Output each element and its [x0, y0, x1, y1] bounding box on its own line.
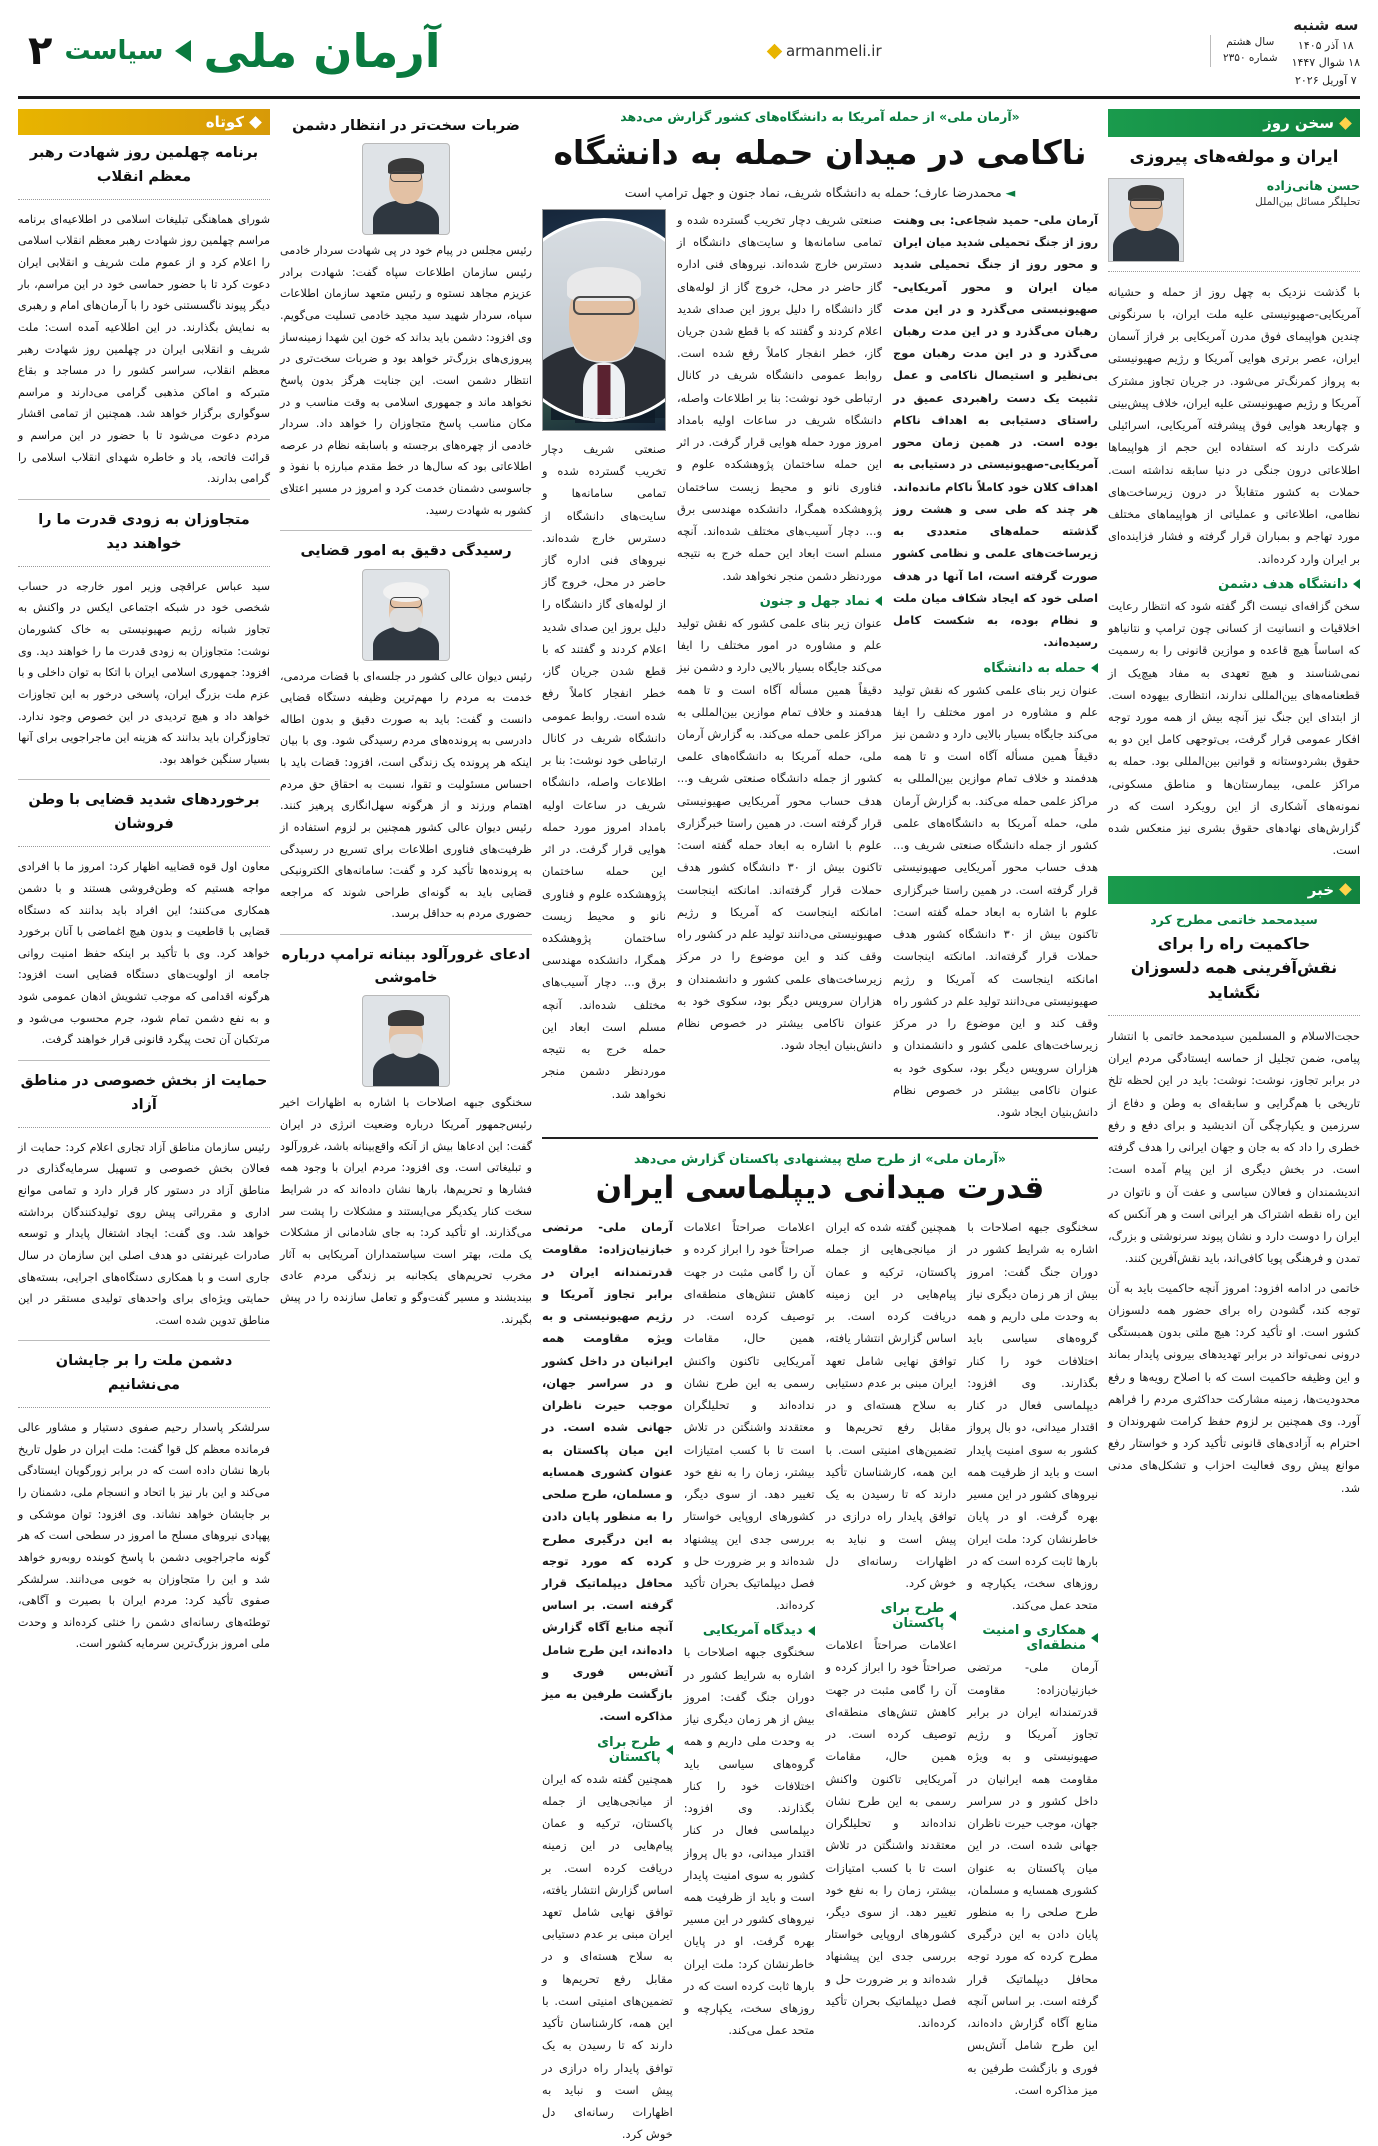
center-column — [542, 109, 1098, 2142]
bottom-kicker: «آرمان ملی» از طرح صلح پیشنهادی پاکستان گزارش می‌دهد — [633, 1151, 1006, 1167]
center-sub-col-photo — [542, 209, 666, 1105]
subheading-label: حمله به دانشگاه — [983, 660, 1086, 676]
section-label: کوتاه — [205, 113, 244, 131]
center-sub-col-mid — [677, 209, 882, 1057]
bottom-col-1 — [542, 1216, 673, 2145]
opinion-column — [1108, 109, 1360, 1959]
triangle-icon — [666, 1745, 673, 1755]
bottom-col-2-text-2: سخنگوی جبهه اصلاحات با اشاره به شرایط کشور در دوران جنگ گفت: امروز بیش از هر زمان دیگری نیاز به وحدت ملی داریم و همه گروه‌های سیاسی باید اختلافات خود را کنار بگذارند. وی افزود: دیپلماسی فعال در کنار اقتدار میدانی، دو بال پرواز کشور به سوی امنیت پایدار است و باید از ظرفیت همه نیروهای کشور در این مسیر بهره گرفت. او در پایان خاطرنشان کرد: ملت ایران بارها ثابت کرده است که در روزهای سخت، یکپارچه و متحد عمل می‌کند. — [683, 1645, 815, 2038]
short-title: دشمن ملت را بر جایشان می‌نشانیم — [55, 1353, 233, 1394]
main-lede: آرمان ملی- حمید شجاعی: بی وهنت روز از جنگ تحمیلی شدید میان ایران و محور روز از جنگ تحمیلی شدید میان ایران و محور آمریکایی-صهیونیستی می‌گذرد و در این مدت رهبان می‌گذرد و در این مدت رهبان می‌گذرد و در این مدت رهبان موج بی‌نظیر و استیصال ناکامی و عمل تثبیت یک دست راهبردی عمیق در راستای دستیابی به اهداف ناکام بوده است. در همین زمان محور آمریکایی-صهیونیستی در دستیابی به اهداف کلان خود کاملاً ناکام مانده‌اند. هر چند که طی سی و هشت روز گذشته حمله‌های متعددی به زیرساخت‌های علمی و نظامی کشور صورت گرفته است، اما آنها در هدف اصلی خود که ایجاد شکاف میان ملت و نظام بوده، به شکست کامل رسیده‌اند. — [893, 212, 1098, 650]
divider — [542, 1137, 1098, 1139]
news-byline: سیدمحمد خاتمی مطرح کرد — [1150, 911, 1318, 927]
mini-body: سخنگوی جبهه اصلاحات با اشاره به اظهارات اخیر رئیس‌جمهور آمریکا درباره وضعیت انرژی در ایران گفت: این ادعاها بیش از آنکه واقع‌بینانه باشد، غرورآلود و تبلیغاتی است. وی افزود: مردم ایران با وجود همه فشارها و تحریم‌ها، بارها نشان داده‌اند که در شرایط سخت کنار یکدیگر می‌ایستند و مشکلات را پشت سر می‌گذارند. او تأکید کرد: به جای شادمانی از مشکلات یک ملت، بهتر است سیاستمداران آمریکایی به آثار مخرب تحریم‌های یکجانبه بر زندگی مردم عادی بیندیشند و مسیر گفت‌وگو و تعامل سازنده را در پیش بگیرند. — [280, 1096, 532, 1326]
diamond-icon — [1339, 117, 1352, 130]
short-item-3 — [18, 1070, 270, 1331]
divider — [1108, 1015, 1360, 1016]
main-headline: ناکامی در میدان حمله به دانشگاه — [553, 133, 1087, 172]
news-title: حاکمیت راه را برای نقش‌آفرینی همه دلسوزان نگشاید — [1130, 933, 1338, 1003]
main-photo — [542, 209, 666, 431]
page-grid — [18, 109, 1360, 2142]
main-subhead — [542, 185, 1098, 200]
avatar — [362, 995, 450, 1087]
bottom-col-3 — [826, 1216, 957, 2034]
bottom-col-1-text-2: همچنین گفته شده که ایران از میانجی‌هایی از جمله پاکستان، ترکیه و عمان پیام‌هایی در این زمینه دریافت کرده است. بر اساس گزارش انتشار یافته، توافق نهایی شامل تعهد ایران مبنی بر عدم دستیابی به سلاح هسته‌ای و در مقابل رفع تحریم‌ها و تضمین‌های امنیتی است. با این همه، کارشناسان تأکید دارند که تا رسیدن به یک توافق پایدار راه درازی در پیش است و نباید به اظهارات رسانه‌ای دل خوش کرد. — [542, 1771, 673, 2142]
section-header-sokhan-rooz — [1108, 109, 1360, 137]
mini-title: ضربات سخت‌تر در انتظار دشمن — [292, 118, 520, 134]
masthead-left — [1210, 13, 1360, 90]
mini-title: ادعای غرورآلود بینانه ترامپ درباره خاموشی — [281, 947, 531, 987]
bullet-icon: ◄ — [1005, 184, 1016, 200]
section-header-kootah — [18, 109, 270, 135]
date-block — [1292, 13, 1360, 90]
arrow-left-icon — [175, 40, 191, 62]
issue-number: شماره ۲۳۵۰ — [1223, 52, 1278, 64]
triangle-icon — [1353, 579, 1360, 589]
subheading-tarh — [826, 1601, 957, 1631]
subheading-label: دیدگاه آمریکایی — [702, 1623, 803, 1639]
main-col-2-cont: عنوان زیر بنای علمی کشور که نقش تولید علم و مشاوره در امور مختلف را ایفا می‌کند جایگاه بسیار بالایی دارد و دشمن نیز دقیقاً همین مسأله آگاه است و تا همه هدفمند و خلاف تمام موازین بین‌المللی به مراکز علمی حمله می‌کند. به گزارش آرمان ملی، حمله آمریکا به دانشگاه‌های علمی کشور از جمله دانشگاه صنعتی شریف و... هدف حساب محور آمریکایی صهیونیستی قرار گرفته است. در همین راستا خبرگزاری علوم با اشاره به ابعاد حمله گفته است: تاکنون بیش از ۳۰ دانشگاه کشور هدف حملات قرار گرفته‌اند. امانکته اینجاست امانکته اینجاست که آمریکا و رژیم صهیونیستی می‌دانند تولید علم در کشور راه وقف کند و این موضوع را در مرکز زیرساخت‌های علمی کشور و دانشمندان و هزاران سرویس دیگر بود، سکوی خود به عنوان ناکامی بیشتر در خصوص نظام دانش‌بنیان ایجاد شود. — [677, 615, 882, 1053]
short-item-2 — [18, 789, 270, 1050]
divider — [18, 199, 270, 200]
divider — [18, 1127, 270, 1128]
logo-text: آرمان ملی — [203, 24, 441, 78]
site-url: armanmeli.ir — [785, 42, 882, 60]
mini-body: رئیس دیوان عالی کشور در جلسه‌ای با قضات مردمی، خدمت به مردم را مهم‌ترین وظیفه دستگاه قضایی دانست و گفت: باید به صورت دقیق و بدون اطاله دادرسی به پرونده‌های مردم رسیدگی شود. وی با بیان اینکه هر پرونده یک زندگی است، افزود: قضات باید با احساس مسئولیت و تقوا، نسبت به احقاق حق مردم اهتمام ورزند و از هرگونه سهل‌انگاری پرهیز کنند. رئیس دیوان عالی کشور همچنین بر لزوم استفاده از ظرفیت‌های فناوری اطلاعات برای تسریع در رسیدگی به پرونده‌ها تأکید کرد و گفت: سامانه‌های الکترونیکی قضایی باید به گونه‌ای طراحی شوند که مراجعه حضوری مردم به حداقل برسد. — [280, 669, 532, 921]
subheading-label: دانشگاه هدف دشمن — [1218, 576, 1348, 592]
date-hijri: ۱۸ شوال ۱۴۴۷ — [1291, 56, 1360, 70]
subheading-label: همکاری و امنیت منطقه‌ای — [982, 1623, 1086, 1654]
portrait-circle — [542, 218, 666, 422]
bottom-col-4 — [967, 1216, 1098, 2101]
triangle-icon — [875, 596, 882, 606]
divider — [18, 779, 270, 780]
avatar — [362, 569, 450, 661]
avatar — [1108, 178, 1184, 262]
main-subhead-text: محمدرضا عارف؛ حمله به دانشگاه شریف، نماد جنون و جهل ترامپ است — [624, 184, 1002, 200]
website-url-block[interactable] — [769, 42, 882, 60]
date-jalali: ۱۸ ‌آذر ۱۴۰۵ — [1297, 38, 1354, 52]
section-title: سیاست — [64, 36, 164, 66]
subheading-hamle — [893, 661, 1098, 676]
short-body: سید عباس عراقچی وزیر امور خارجه در حساب شخصی خود در شبکه اجتماعی ایکس در واکنش به تجاوز شبانه رژیم صهیونیستی به خاک کشورمان نوشت: متجاوزان به زودی قدرت ما را خواهند دید. وی افزود: جمهوری اسلامی ایران با اتکا به توان داخلی و با عزم ملت بزرگ ایران، پاسخی درخور به این تجاوزات خواهد داد و هیچ تردیدی در این خصوص وجود ندارد. تجاوزگران باید بدانند که هزینه این ماجراجویی برای آنها بسیار سنگین خواهد بود. — [18, 579, 270, 766]
short-title: برخوردهای شدید قضایی با وطن فروشان — [28, 792, 260, 833]
bottom-col-2 — [684, 1216, 815, 2041]
subheading-jahl — [677, 594, 882, 609]
bottom-headline: قدرت میدانی دیپلماسی ایران — [595, 1170, 1045, 1207]
main-kicker: «آرمان ملی» از حمله آمریکا به دانشگاه‌های کشور گزارش می‌دهد — [620, 109, 1020, 124]
section-label: سخن روز — [1263, 114, 1334, 132]
divider — [18, 566, 270, 567]
subheading-label: نماد جهل و جنون — [759, 593, 870, 609]
secondary-right-column — [280, 109, 532, 1959]
divider — [280, 934, 532, 935]
short-title: برنامه چهلمین روز شهادت رهبر معظم انقلاب — [29, 145, 259, 185]
divider — [18, 499, 270, 500]
main-col-3-cont: عنوان زیر بنای علمی کشور که نقش تولید علم و مشاوره در امور مختلف را ایفا می‌کند جایگاه بسیار بالایی دارد و دشمن نیز دقیقاً همین مسأله آگاه است و تا همه هدفمند و خلاف تمام موازین بین‌المللی به مراکز علمی حمله می‌کند. به گزارش آرمان ملی، حمله آمریکا به دانشگاه‌های علمی کشور از جمله دانشگاه صنعتی شریف و... هدف حساب محور آمریکایی صهیونیستی قرار گرفته است. در همین راستا خبرگزاری علوم با اشاره به ابعاد حمله گفته است: تاکنون بیش از ۳۰ دانشگاه کشور هدف حملات قرار گرفته‌اند. امانکته اینجاست امانکته اینجاست که آمریکا و رژیم صهیونیستی می‌دانند تولید علم در کشور راه وقف کند و این موضوع را در مرکز زیرساخت‌های علمی کشور و دانشمندان و هزاران سرویس دیگر بود، سکوی خود به عنوان ناکامی بیشتر در خصوص نظام دانش‌بنیان ایجاد شود. — [893, 682, 1098, 1119]
opinion-title: ایران و مولفه‌های پیروزی — [1129, 147, 1339, 166]
center-sub-col-right — [893, 209, 1098, 1123]
subheading-label: طرح برای پاکستان — [597, 1734, 661, 1765]
short-body: شورای هماهنگی تبلیغات اسلامی در اطلاعیه‌ای برنامه مراسم چهلمین روز شهادت رهبر معظم انقلاب اسلامی را اعلام کرد و از عموم ملت شریف و انقلابی ایران دعوت کرد تا با حضور حماسی خود در این مراسم، بار دیگر پیوند ناگسستنی خود را با آرمان‌های امام و رهبری به نمایش بگذارند. در این اطلاعیه آمده است: ملت شریف و انقلابی ایران در چهلمین روز شهادت رهبر معظم انقلاب، سراسر کشور را در مساجد و بقاع متبرکه و اماکن مذهبی گرامی می‌دارند و مراسم سوگواری برگزار خواهد شد. همچنین از تمامی اقشار مردم دعوت می‌شود تا با حضور در این مراسم و قرائت فاتحه، یاد و خاطره شهدای انقلاب اسلامی را گرامی بدارند. — [18, 212, 270, 486]
subheading-hamkari — [967, 1623, 1098, 1653]
avatar — [362, 143, 450, 235]
subheading-label: طرح برای پاکستان — [880, 1601, 945, 1632]
weekday: سه شنبه — [1293, 15, 1359, 34]
short-news-column — [18, 109, 270, 1959]
bottom-col-2-text: اعلامات صراحتاً اعلامات صراحتاً خود را ابراز کرده و آن را گامی مثبت در جهت کاهش تنش‌های منطقه‌ای توصیف کرده است. در همین حال، مقامات آمریکایی تاکنون واکنش رسمی به این طرح نشان نداده‌اند و تحلیلگران معتقدند واشنگتن در تلاش است تا با کسب امتیازات بیشتر، زمان را به نفع خود تغییر دهد. از سوی دیگر، کشورهای اروپایی خواستار بررسی جدی این پیشنهاد شده‌اند و بر ضرورت حل و فصل دیپلماتیک بحران تأکید کرده‌اند. — [683, 1220, 815, 1613]
short-item-0 — [18, 142, 270, 490]
mini-article-zarabat — [280, 115, 532, 521]
opinion-author — [1108, 178, 1360, 262]
short-item-4 — [18, 1350, 270, 1655]
opinion-paragraph-1: با گذشت نزدیک به چهل روز از حمله و حشیانه آمریکایی-صهیونیستی علیه ملت ایران، با سرنگونی چندین هواپیمای فوق مدرن آمریکایی بر فراز آسمان ایران، عصر برتری هوایی آمریکا و رژیم صهیونیستی به پرواز کمرنگ‌تر می‌شود. در جریان تجاوز مشترک آمریکا و رژیم صهیونیستی علیه ایران، خلاف پیش‌بینی و چهاربعد هوایی فوق پیشرفته آمریکایی، اسرائیلی شرکت دارند که استفاده این حجم از هواپیماها اطلاعاتی درون جنگی در دنیا سابقه نداشته است. حملات به کشور متقابلاً در درون زیرساخت‌های نظامی، اطلاعاتی و عملیاتی از هواپیماهای مختلف مورد تهاجم و بمباران قرار گرفته و فشار فزاینده‌ای بر ایران وارد کرده‌اند. — [1108, 284, 1360, 566]
divider — [280, 530, 532, 531]
masthead — [18, 12, 1360, 99]
short-item-1 — [18, 509, 270, 770]
page-number: ۲ — [28, 28, 53, 74]
mini-title: رسیدگی دقیق به امور قضایی — [300, 543, 512, 560]
news-paragraph-1: حجت‌الاسلام و المسلمین سیدمحمد خاتمی با انتشار پیامی، ضمن تجلیل از حماسه ایستادگی مردم ایران در برابر تجاوز، نوشت: نوشت: باید در این لحظه تلخ تاریخی با هم‌گرایی و سابقه‌ای به وطن و دفاع از سرزمین و یکپارچگی آن اندیشید و برای دفع و رفع خطری را داد که به جان و جهان ایرانی را هدف گرفته است. در بخش دیگری از این پیام آمده است: اندیشمندان و فعالان سیاسی و عفت آن و ناتوان در این راه نقطه اشتراک هر ایرانی است و هر آنکس که ایران را دوست دارد و نشان پیوند سرنوشتی و بزرگ، تمدن و فرهنگی پویا کافی‌اند، باید نقش‌آفرین کنند. — [1108, 1029, 1360, 1266]
opinion-paragraph-2: سخن گزافه‌ای نیست اگر گفته شود که انتظار رعایت اخلاقیات و انسانیت از کسانی چون ترامپ و نتانیاهو که اساساً هیچ قاعده و موازین قانونی را به رسمیت نمی‌شناسند و هیچ تعهدی به مفاد هیچ‌یک از قطعنامه‌های بین‌المللی ندارند، انتظاری بیهوده است. از ابتدای این جنگ نیز آنچه بیش از همه مورد توجه افکار عمومی قرار گرفت، بی‌توجهی کامل این دو به حقوق بشردوستانه و قوانین بین‌المللی بود. حمله به مراکز علمی، بیمارستان‌ها و مناطق مسکونی، نمونه‌های آشکاری از این رویکرد است که در گزارش‌های نهادهای حقوق بشری نیز منعکس شده است. — [1108, 598, 1360, 858]
divider — [1108, 271, 1360, 272]
section-label: خبر — [1307, 880, 1334, 899]
mini-article-edea — [280, 944, 532, 1330]
news-paragraph-2: خاتمی در ادامه افزود: امروز آنچه حاکمیت باید به آن توجه کند، گشودن راه برای حضور همه دلسوزان کشور است. او تأکید کرد: هیچ ملتی بدون همبستگی درونی نمی‌تواند در برابر تهدیدهای بیرونی پایدار بماند و این وظیفه حاکمیت است که با اصلاح رویه‌ها و رفع محدودیت‌ها، زمینه مشارکت حداکثری مردم را فراهم آورد. وی همچنین بر لزوم حفظ کرامت شهروندان و احترام به آزادی‌های قانونی تأکید کرد و خواستار رفع موانع پیش روی فعالیت احزاب و تشکل‌های مدنی شد. — [1108, 1280, 1360, 1495]
mini-article-residagi — [280, 540, 532, 925]
bottom-col-3-text: همچنین گفته شده که ایران از میانجی‌هایی از جمله پاکستان، ترکیه و عمان پیام‌هایی در این زمینه دریافت کرده است. بر اساس گزارش انتشار یافته، توافق نهایی شامل تعهد ایران مبنی بر عدم دستیابی به سلاح هسته‌ای و در مقابل رفع تحریم‌ها و تضمین‌های امنیتی است. با این همه، کارشناسان تأکید دارند که تا رسیدن به یک توافق پایدار راه درازی در پیش است و نباید به اظهارات رسانه‌ای دل خوش کرد. — [825, 1220, 957, 1590]
author-role: تحلیلگر مسائل بین‌الملل — [1255, 195, 1360, 208]
divider — [18, 846, 270, 847]
issue-year: سال هشتم — [1226, 36, 1275, 49]
short-body: رئیس سازمان مناطق آزاد تجاری اعلام کرد: حمایت از فعالان بخش خصوصی و تسهیل سرمایه‌گذاری در مناطق آزاد در دستور کار قرار دارد و تمامی موانع اداری و مقرراتی پیش روی تولیدکنندگان برداشته خواهد شد. وی گفت: ایجاد اشتغال پایدار و توسعه صادرات غیرنفتی دو هدف اصلی این سازمان در سال جاری است و با همکاری دستگاه‌های اجرایی، بسته‌های حمایتی ویژه‌ای برای واحدهای تولیدی مستقر در این مناطق تدوین شده است. — [18, 1140, 270, 1327]
author-name: حسن هانی‌زاده — [1266, 177, 1360, 193]
bottom-article — [542, 1151, 1098, 2145]
triangle-icon — [808, 1626, 815, 1636]
bottom-col-4-text: سخنگوی جبهه اصلاحات با اشاره به شرایط کشور در دوران جنگ گفت: امروز بیش از هر زمان دیگری نیاز به وحدت ملی داریم و همه گروه‌های سیاسی باید اختلافات خود را کنار بگذارند. وی افزود: دیپلماسی فعال در کنار اقتدار میدانی، دو بال پرواز کشور به سوی امنیت پایدار است و باید از ظرفیت همه نیروهای کشور در این مسیر بهره گرفت. او در پایان خاطرنشان کرد: ملت ایران بارها ثابت کرده است که در روزهای سخت، یکپارچه و متحد عمل می‌کند. — [967, 1220, 1098, 1613]
bottom-col-1-text: آرمان ملی- مرتضی خبازنیان‌زاده: مقاومت قدرتمندانه ایران در برابر تجاوز آمریکا و رژیم صهیونیستی و به ویژه مقاومت همه ایرانیان در داخل کشور و در سراسر جهان، موجب حیرت ناظران جهانی شده است. در این میان پاکستان به عنوان کشوری همسایه و مسلمان، طرح صلحی را به منظور پایان دادن به این درگیری مطرح کرده که مورد توجه محافل دیپلماتیک قرار گرفته است. بر اساس آنچه منابع آگاه گزارش داده‌اند، این طرح شامل آتش‌بس فوری و بازگشت طرفین به میز مذاکره است. — [542, 1220, 673, 1724]
subheading-didgah — [684, 1623, 815, 1638]
short-body: معاون اول قوه قضاییه اظهار کرد: امروز ما با افرادی مواجه هستیم که وطن‌فروشی هستند و با دشمن همکاری می‌کنند؛ این افراد باید بدانند که دستگاه قضایی با قاطعیت و بدون هیچ اغماضی با آنان برخورد خواهد کرد. وی با تأکید بر اینکه حفظ امنیت روانی جامعه از اولویت‌های دستگاه قضایی است افزود: هرگونه اقدامی که موجب تشویش اذهان عمومی شود و به نفع دشمن تمام شود، جرم محسوب می‌شود و مرتکبان آن تحت پیگرد قانونی قرار خواهند گرفت. — [18, 860, 270, 1047]
main-col-2: صنعتی شریف دچار تخریب گسترده شده و تمامی سامانه‌ها و سایت‌های دانشگاه از دسترس خارج شده‌اند. نیروهای فنی اداره گاز حاضر در محل، خروج گاز از لوله‌های گاز دانشگاه را دلیل بروز این صدای شدید اعلام کردند و گفتند که با قطع شدن جریان گاز، خطر انفجار کاملاً رفع شده است. روابط عمومی دانشگاه شریف در کانال ارتباطی خود نوشت: بنا بر اطلاعات واصله، دانشگاه شریف در ساعات اولیه بامداد امروز مورد حمله هوایی قرار گرفت. در اثر این حمله ساختمان پژوهشکده علوم و فناوری نانو و محیط زیست ساختمان پژوهشکده همگرا، دانشکده مهندسی برق و... دچار آسیب‌های مختلف شده‌اند. آنچه مسلم است ابعاد این حمله خرج به نتیجه موردنظر دشمن منجر نخواهد شد. — [677, 212, 882, 583]
diamond-icon — [249, 116, 262, 129]
short-title: متجاوزان به زودی قدرت ما را خواهند دید — [38, 511, 250, 552]
short-body: سرلشکر پاسدار رحیم صفوی دستیار و مشاور عالی فرمانده معظم کل قوا گفت: ملت ایران در طول تاریخ بارها نشان داده است که در برابر زورگویان ایستادگی می‌کند و این بار نیز با اتحاد و انسجام ملی، دشمنان را بر جایشان خواهد نشاند. وی افزود: توان موشکی و پهپادی نیروهای مسلح ما امروز در سطحی است که هر گونه ماجراجویی دشمن با پاسخ کوبنده روبه‌رو خواهد شد و این را متجاوزان به خوبی می‌دانند. سرلشکر صفوی تأکید کرد: مردم ایران با بصیرت و آگاهی، توطئه‌های رسانه‌ای دشمن را خنثی کرده‌اند و وحدت ملی امروز بزرگ‌ترین سرمایه کشور است. — [18, 1421, 270, 1651]
triangle-icon — [1091, 1633, 1098, 1643]
triangle-icon — [949, 1611, 956, 1621]
diamond-icon — [1339, 883, 1352, 896]
logo[interactable] — [203, 24, 441, 78]
mini-body: رئیس مجلس در پیام خود در پی شهادت سردار خادمی رئیس سازمان اطلاعات سپاه گفت: شهادت برادر عزیزم مجاهد نستوه و رئیس متعهد سازمان اطلاعات سپاه، سردار شهید سید مجید خادمی تسلیت می‌گویم. وی افزود: دشمن باید بداند که خون این شهدا زمینه‌ساز پیروزی‌های بزرگ‌تر خواهد بود و ضربات سخت‌تری در انتظار دشمن است. این جنایت هرگز بدون پاسخ نخواهد ماند و جمهوری اسلامی به وقت مناسب و در مکان مناسب پاسخ متجاوزان را خواهد داد. سردار خادمی از چهره‌های برجسته و باسابقه نظام در عرصه اطلاعاتی بود که سال‌ها در خط مقدم مبارزه با نفوذ و جاسوسی دشمنان خدمت کرد و امروز در مسیر اعتلای کشور به شهادت رسید. — [280, 244, 532, 517]
bottom-col-3-text-2: اعلامات صراحتاً اعلامات صراحتاً خود را ابراز کرده و آن را گامی مثبت در جهت کاهش تنش‌های منطقه‌ای توصیف کرده است. در همین حال، مقامات آمریکایی تاکنون واکنش رسمی به این طرح نشان نداده‌اند و تحلیلگران معتقدند واشنگتن در تلاش است تا با کسب امتیازات بیشتر، زمان را به نفع خود تغییر دهد. از سوی دیگر، کشورهای اروپایی خواستار بررسی جدی این پیشنهاد شده‌اند و بر ضرورت حل و فصل دیپلماتیک بحران تأکید کرده‌اند. — [825, 1638, 957, 2031]
subheading-danishgah-hadaf — [1108, 577, 1360, 592]
short-title: حمایت از بخش خصوصی در مناطق آزاد — [20, 1072, 268, 1113]
divider — [18, 1340, 270, 1341]
section-header-khabar — [1108, 876, 1360, 904]
divider — [18, 1060, 270, 1061]
triangle-icon — [1091, 663, 1098, 673]
masthead-right — [18, 24, 441, 78]
divider — [18, 1407, 270, 1408]
issue-block — [1210, 35, 1278, 67]
subheading-pakistan — [542, 1735, 673, 1765]
photo-side-text: صنعتی شریف دچار تخریب گسترده شده و تمامی سامانه‌ها و سایت‌های دانشگاه از دسترس خارج شده‌اند. نیروهای فنی اداره گاز حاضر در محل، خروج گاز از لوله‌های گاز دانشگاه را دلیل بروز این صدای شدید اعلام کردند و گفتند که با قطع شدن جریان گاز، خطر انفجار کاملاً رفع شده است. روابط عمومی دانشگاه شریف در کانال ارتباطی خود نوشت: بنا بر اطلاعات واصله، دانشگاه شریف در ساعات اولیه بامداد امروز مورد حمله هوایی قرار گرفت. در اثر این حمله ساختمان پژوهشکده علوم و فناوری نانو و محیط زیست ساختمان پژوهشکده همگرا، دانشکده مهندسی برق و... دچار آسیب‌های مختلف شده‌اند. آنچه مسلم است ابعاد این حمله خرج به نتیجه موردنظر دشمن منجر نخواهد شد. — [542, 441, 666, 1101]
diamond-icon — [767, 43, 783, 59]
date-gregorian: ۷ آوریل ۲۰۲۶ — [1294, 73, 1357, 87]
bottom-col-4-text-2: آرمان ملی- مرتضی خبازنیان‌زاده: مقاومت قدرتمندانه ایران در برابر تجاوز آمریکا و رژیم صهیونیستی و به ویژه مقاومت همه ایرانیان در داخل کشور و در سراسر جهان، موجب حیرت ناظران جهانی شده است. در این میان پاکستان به عنوان کشوری همسایه و مسلمان، طرح صلحی را به منظور پایان دادن به این درگیری مطرح کرده که مورد توجه محافل دیپلماتیک قرار گرفته است. بر اساس آنچه منابع آگاه گزارش داده‌اند، این طرح شامل آتش‌بس فوری و بازگشت طرفین به میز مذاکره است. — [967, 1660, 1098, 2097]
